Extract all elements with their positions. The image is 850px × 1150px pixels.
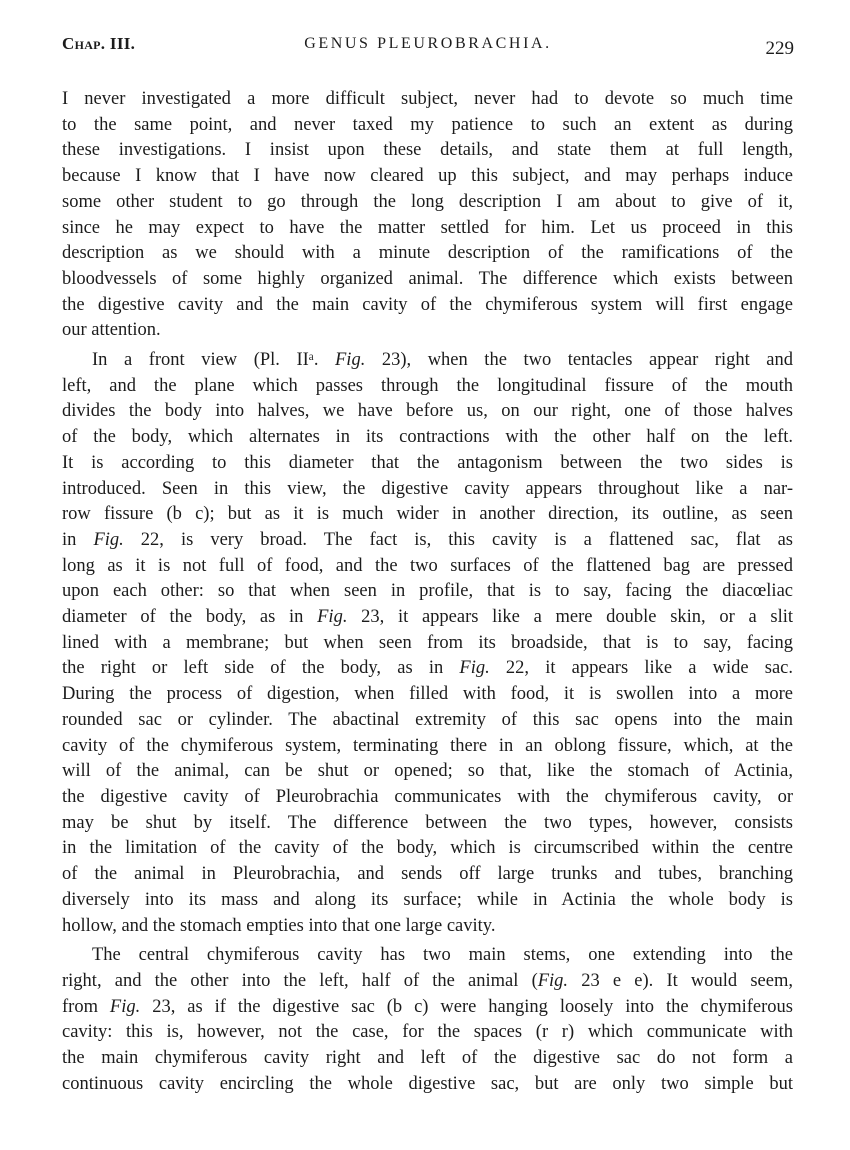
body-text bbox=[62, 87, 793, 1097]
text-line: bloodvessels of some highly organized animal. The difference which exists between bbox=[62, 268, 793, 289]
text-line: the right or left side of the body, as in Fig. 22, it appears like a wide sac. bbox=[62, 658, 793, 679]
text-line: from Fig. 23, as if the digestive sac (b c) were hanging loosely into the chymiferous bbox=[62, 996, 793, 1017]
text-line: since he may expect to have the matter settled for him. Let us proceed in this bbox=[62, 217, 793, 238]
text-line: During the process of digestion, when filled with food, it is swollen into a more bbox=[62, 684, 793, 705]
text-line: left, and the plane which passes through the longitudinal fissure of the mouth bbox=[62, 375, 793, 396]
text-line: will of the animal, can be shut or opened; so that, like the stomach of Actinia, bbox=[62, 761, 793, 782]
text-line: description as we should with a minute description of the ramifications of the bbox=[62, 243, 793, 264]
paragraph-3 bbox=[62, 943, 793, 1097]
text-line: In a front view (Pl. IIᵃ. Fig. 23), when the two tentacles appear right and bbox=[92, 350, 793, 371]
text-line: diversely into its mass and along its surface; while in Actinia the whole body is bbox=[62, 889, 793, 910]
text-line: diameter of the body, as in Fig. 23, it appears like a mere double skin, or a slit bbox=[62, 607, 793, 628]
page-number: 229 bbox=[765, 38, 794, 59]
page-title: GENUS PLEUROBRACHIA. bbox=[304, 35, 552, 52]
text-line: the digestive cavity of Pleurobrachia communicates with the chymiferous cavity, or bbox=[62, 786, 793, 807]
text-line: the main chymiferous cavity right and left of the digestive sac do not form a bbox=[62, 1048, 793, 1069]
text-line: of the animal in Pleurobrachia, and sends off large trunks and tubes, branching bbox=[62, 864, 793, 885]
text-line: may be shut by itself. The difference between the two types, however, consists bbox=[62, 812, 793, 833]
text-line: cavity of the chymiferous system, terminating there in an oblong fissure, which, at the bbox=[62, 735, 793, 756]
text-line: continuous cavity encircling the whole digestive sac, but are only two simple but bbox=[62, 1073, 793, 1094]
text-line: lined with a membrane; but when seen from its broadside, that is to say, facing bbox=[62, 632, 793, 653]
text-line: because I know that I have now cleared up this subject, and may perhaps induce bbox=[62, 166, 793, 187]
text-line: rounded sac or cylinder. The abactinal extremity of this sac opens into the main bbox=[62, 709, 793, 730]
running-head bbox=[62, 34, 794, 64]
text-line: right, and the other into the left, half of the animal (Fig. 23 e e). It would seem, bbox=[62, 970, 793, 991]
text-line: upon each other: so that when seen in profile, that is to say, facing the diacœliac bbox=[62, 581, 793, 602]
text-line: these investigations. I insist upon these details, and state them at full length, bbox=[62, 140, 793, 161]
text-line: to the same point, and never taxed my patience to such an extent as during bbox=[62, 114, 793, 135]
text-line: divides the body into halves, we have before us, on our right, one of those halves bbox=[62, 401, 793, 422]
text-line: the digestive cavity and the main cavity of the chymiferous system will first engage bbox=[62, 294, 793, 315]
text-line: cavity: this is, however, not the case, for the spaces (r r) which communicate with bbox=[62, 1022, 793, 1043]
text-line: in Fig. 22, is very broad. The fact is, this cavity is a flattened sac, flat as bbox=[62, 529, 794, 550]
text-line: The central chymiferous cavity has two main stems, one extending into the bbox=[92, 945, 793, 966]
text-line: some other student to go through the long description I am about to give of it, bbox=[62, 191, 793, 212]
text-line: of the body, which alternates in its contractions with the other half on the left. bbox=[62, 427, 793, 448]
text-line: our attention. bbox=[62, 320, 161, 341]
paragraph-1 bbox=[62, 87, 793, 344]
text-line: It is according to this diameter that the antagonism between the two sides is bbox=[62, 452, 793, 473]
text-line: in the limitation of the cavity of the body, which is circumscribed within the centre bbox=[62, 838, 793, 859]
text-line: hollow, and the stomach empties into that one large cavity. bbox=[62, 915, 496, 936]
chapter-label: Chap. III. bbox=[62, 34, 136, 53]
text-line: I never investigated a more difficult subject, never had to devote so much time bbox=[62, 89, 793, 109]
text-line: row fissure (b c); but as it is much wider in another direction, its outline, as seen bbox=[62, 504, 793, 525]
text-line: long as it is not full of food, and the two surfaces of the flattened bag are pressed bbox=[62, 555, 793, 576]
paragraph-2 bbox=[62, 348, 793, 939]
text-line: introduced. Seen in this view, the digestive cavity appears throughout like a nar- bbox=[62, 478, 793, 499]
